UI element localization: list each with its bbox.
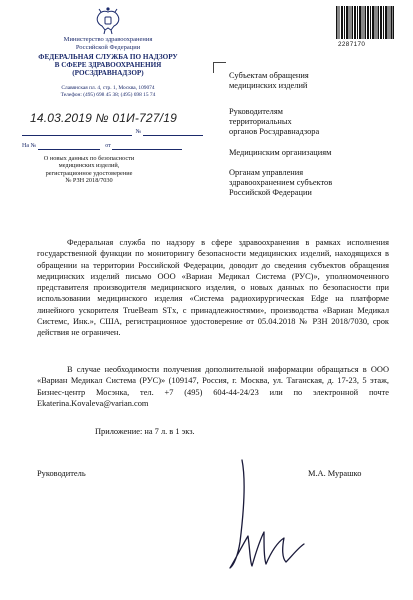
paragraph-1-text: Федеральная служба по надзору в сфере здравоохранения в рамках исполнения государственной функции по мониторингу безопасности медицинских изделий, находящихся в обращении на территории Российской Федерации, доводит до сведения субъектов обращения медицинских изделий письмо ООО «Вариан Медикал Система (РУС)», уполномоченного представителя производителя медицинского изделия, о новых данных по безопасности при использовании медицинского изделия «Система радиохирургическая Edge на платформе линейного ускорителя TrueBeam STx, с принадлежностями», производства «Вариан Медикал Системс, Инк.», США, регистрационное удостоверение от 05.04.2018 № РЗН 2018/7030, срок действия не ограничен. — [37, 238, 389, 338]
signatory-position: Руководитель — [37, 469, 86, 478]
body-paragraph-2 — [37, 364, 389, 409]
barcode-icon — [336, 6, 394, 39]
ministry-name: Министерство здравоохранения Российской Федерации — [63, 36, 153, 51]
paragraph-2-text: В случае необходимости получения дополнительной информации обращаться в ООО «Вариан Медикал Система (РУС)» (109147, Россия, г. Москва, ул. Таганская, д. 17-23, 5 этаж, Бизнес-центр Мосэнка, тел. +7 (495) 604-44-24/23 или по электронной почте Ekaterina.Kovaleva@varian.com — [37, 365, 389, 408]
body-paragraph-1 — [37, 237, 389, 339]
appendix-note: Приложение: на 7 л. в 1 экз. — [95, 427, 195, 436]
recipient-2: Руководителям территориальных органов Росздравнадзора — [229, 107, 320, 137]
service-name: ФЕДЕРАЛЬНАЯ СЛУЖБА ПО НАДЗОРУ В СФЕРЕ ЗДРАВООХРАНЕНИЯ (РОСЗДРАВНАДЗОР) — [38, 53, 178, 78]
service-address: Славянская пл. 4, стр. 1, Москва, 109074 Телефон: (495) 698 45 38; (495) 698 15 74 — [60, 85, 156, 99]
state-emblem-icon — [92, 6, 124, 36]
na-label: На № — [22, 143, 37, 149]
outgoing-number-handwritten: 14.03.2019 № 01И-727/19 — [30, 111, 177, 125]
ot-label: от — [105, 143, 111, 149]
outgoing-number-line: № — [22, 129, 203, 136]
recipient-1: Субъектам обращения медицинских изделий — [229, 71, 309, 91]
recipient-3: Медицинским организациям — [229, 148, 332, 157]
letter-subject: О новых данных по безопасности медицинских изделий, регистрационное удостоверение № РЗН 2018/7030 — [43, 155, 135, 185]
recipient-4: Органам управления здравоохранением субъектов Российской Федерации — [229, 168, 333, 198]
reference-line — [22, 143, 182, 150]
address-corner-mark — [213, 62, 226, 73]
signatory-name: М.А. Мурашко — [308, 469, 362, 478]
barcode-number: 2287170 — [338, 41, 366, 48]
handwritten-signature-icon — [220, 450, 310, 580]
